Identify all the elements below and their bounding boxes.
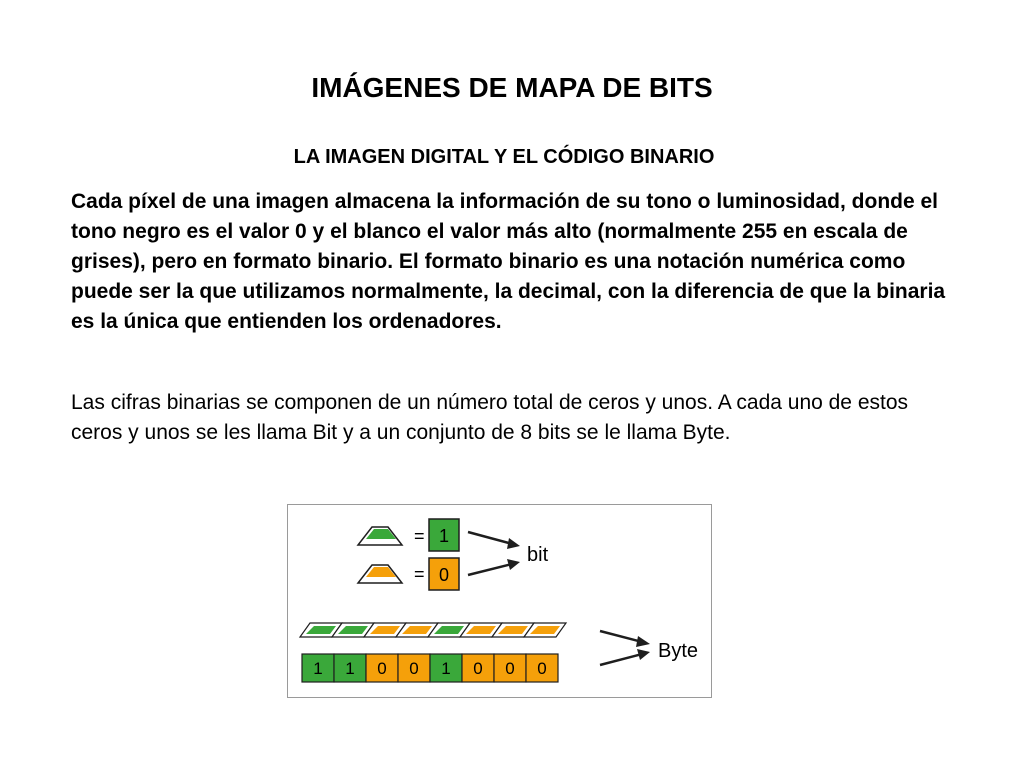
bits-paragraph: Las cifras binarias se componen de un número total de ceros y unos. A cada uno de estos ceros y unos se les llama Bit y a un conjunto de 8 bits se le llama Byte. [71, 391, 909, 444]
bit-value-zero: 0 [438, 565, 450, 585]
arrow-head-2 [507, 559, 520, 570]
intro-paragraph: Cada píxel de una imagen almacena la información de su tono o luminosidad, donde el tono negro es el valor 0 y el blanco el valor más alto (normalmente 255 en escala de grises), pero en formato binario. El formato binario es una notación numérica como puede ser la que utilizamos normalmente, la decimal, con la diferencia de que la binaria es la única que entienden los ordenadores. [71, 190, 946, 333]
arrow-head-1 [507, 538, 520, 549]
bit-example-zero [358, 558, 520, 590]
bit-example-one [358, 519, 520, 551]
byte-bit-boxes [302, 654, 558, 682]
byte-bit-value: 1 [345, 659, 355, 678]
bit-value-one: 1 [438, 526, 450, 546]
byte-bit-value: 1 [313, 659, 323, 678]
byte-bit-value: 1 [441, 659, 451, 678]
byte-bit-value: 0 [537, 659, 547, 678]
equals-sign-2: = [414, 564, 425, 584]
byte-bit-value: 0 [409, 659, 419, 678]
bit-byte-diagram [287, 504, 712, 698]
byte-bit-value: 0 [505, 659, 515, 678]
byte-bit-value: 0 [377, 659, 387, 678]
bit-label: bit [527, 544, 549, 566]
bit-byte-illustration [288, 505, 711, 697]
byte-label: Byte [658, 640, 699, 662]
byte-pixel-strip [300, 623, 566, 637]
slide-subtitle: LA IMAGEN DIGITAL Y EL CÓDIGO BINARIO [293, 146, 715, 168]
arrow-head-3 [636, 636, 650, 647]
byte-bit-value: 0 [473, 659, 483, 678]
equals-sign-1: = [414, 526, 425, 546]
slide-title: IMÁGENES DE MAPA DE BITS [311, 72, 713, 103]
arrow-head-4 [637, 649, 650, 660]
